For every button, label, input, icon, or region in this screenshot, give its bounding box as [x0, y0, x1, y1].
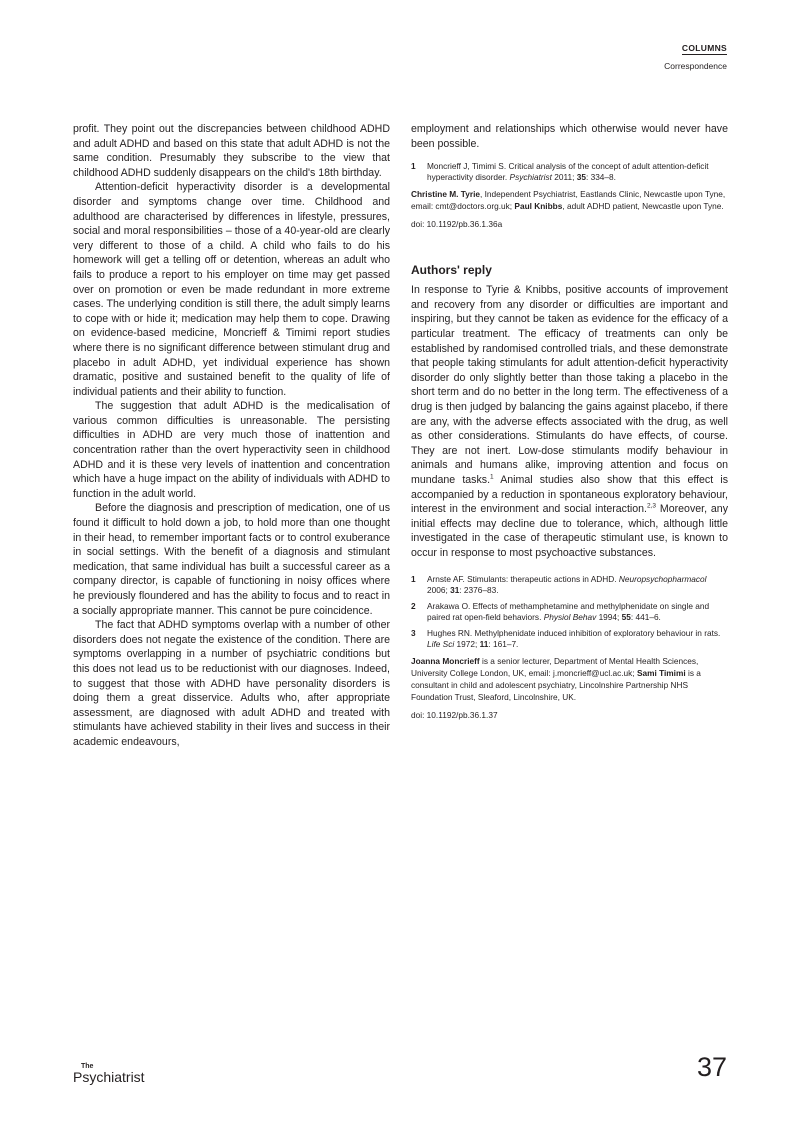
reference-item: 2 Arakawa O. Effects of methamphetamine and methylphenidate on single and paired rat open-field behaviors. Physiol Behav 1994; 55: 441–6. — [411, 601, 710, 623]
reply-heading: Authors' reply — [411, 263, 492, 278]
reply-paragraph: In response to Tyrie & Knibbs, positive accounts of improvement and recovery from any disorder or difficulties are important and inspiring, but they cannot be taken as evidence for the efficacy of a particular treatment. The efficacy of treatments can only be established by randomised controlled trials, and these demonstrate that people taking stimulants for adult attention-deficit hyperactivity disorder do only slightly better than those taking a placebo in the short term and do no better in the long term. The effectiveness of a drug is then judged by balancing the gains against placebo, if there are any, with the adverse effects associated with the drug, as well as other considerations. Stimulants do have effects, of course. They are not inert. Low-dose stimulants modify behaviour in animals and humans alike, improving attention and focus on mundane tasks.$^1$ Animal studies also show that this effect is accompanied by a reduction in spontaneous exploratory behaviour, interest in the environment and social interaction.$^{2,3}$ Moreover, any initial effects may decline due to tolerance, which, although little investigated in the case of therapeutic stimulant use, is known to occur in response to most psychoactive substances. — [411, 284, 728, 559]
reference-item: 3 Hughes RN. Methylphenidate induced inhibition of exploratory behaviour in rats. Life Sci 1972; 11: 161–7. — [411, 628, 721, 650]
letter-author-info: Christine M. Tyrie, Independent Psychiatrist, Eastlands Clinic, Newcastle upon Tyne, email: cmt@doctors.org.uk; Paul Knibbs, adult ADHD patient, Newcastle upon Tyne. — [411, 189, 726, 212]
subsection-label: Correspondence — [664, 61, 727, 71]
left-column — [73, 122, 390, 750]
body-paragraph: The fact that ADHD symptoms overlap with a number of other disorders does not negate the existence of the condition. There are symptoms overlapping in a number of psychiatric conditions but this does not lead us to be reductionist with our diagnoses. Indeed, to suggest that those with ADHD have personality disorders is doing them a great disservice. Adults who, after appropriate assessment, are diagnosed with adult ADHD and treated with stimulants have achieved stability in their lives and success in their academic endeavours, — [73, 619, 390, 748]
right-column — [411, 122, 728, 720]
body-paragraph: profit. They point out the discrepancies between childhood ADHD and adult ADHD and based on this state that adult ADHD is not the same condition. Presumably they subscribe to the view that childhood ADHD suddenly disappears on the child's 18th birthday. — [73, 123, 390, 179]
reference-item: 1 Moncrieff J, Timimi S. Critical analysis of the concept of adult attention-deficit hyperactivity disorder. Psychiatrist 2011; 35: 334–8. — [411, 161, 709, 183]
logo-name: Psychiatrist — [73, 1069, 145, 1085]
body-paragraph: employment and relationships which otherwise would never have been possible. — [411, 123, 728, 150]
body-paragraph: The suggestion that adult ADHD is the medicalisation of various common difficulties is unreasonable. The persisting difficulties in ADHD are very much those of inattention and concentration rather than the overt hyperactivity seen in childhood ADHD and it is these very levels of inattention and concentration which have a huge impact on the ability of individuals with ADHD to function in the adult world. — [73, 400, 390, 500]
body-paragraph: Before the diagnosis and prescription of medication, one of us found it difficult to hold down a job, to hold more than one thought in their head, to remember important facts or to control exuberance in social settings. With the benefit of a diagnosis and stimulant medication, that same individual has built a successful career as a company director, is capable of functioning in noisy offices where he previously floundered and has the ability to focus and to react in a socially appropriate manner. This cannot be pure coincidence. — [73, 502, 390, 617]
letter-references — [411, 161, 728, 183]
body-paragraph: Attention-deficit hyperactivity disorder is a developmental disorder and symptoms change over time. Childhood and adulthood are characterised by differences in lifestyle, pressures, social and moral responsibilities – those of a 40-year-old are clearly very different to those of a child. A child who fails to do his homework will get a telling off or detention, whereas an adult who fails to produce a report to his employer on time may get passed over on promotion or even be made redundant in more extreme cases. The underlying condition is still there, the adult simply learns to cope with or hide it; medication may help them to cope. Drawing on evidence-based medicine, Moncrieff & Timimi report studies where there is no significant difference between stimulant drug and placebo in adult ADHD, yet individual experience has shown dramatic, positive and sustained benefit to the quality of life of individual patients and their ability to function. — [73, 181, 390, 398]
section-label: COLUMNS — [681, 43, 727, 53]
logo-the: The — [81, 1063, 94, 1070]
reply-references — [411, 574, 728, 650]
running-header — [664, 38, 727, 74]
reply-author-info: Joanna Moncrieff is a senior lecturer, Department of Mental Health Sciences, University College London, UK, email: j.moncrieff@ucl.ac.uk; Sami Timimi is a consultant in child and adolescent psychiatry, Lincolnshire Partnership NHS Foundation Trust, Sleaford, Lincolnshire, UK. — [411, 656, 701, 703]
page-number: 37 — [696, 1052, 727, 1082]
letter-doi: doi: 10.1192/pb.36.1.36a — [411, 219, 503, 230]
reference-item: 1 Arnste AF. Stimulants: therapeutic actions in ADHD. Neuropsychopharmacol 2006; 31: 2376–83. — [411, 574, 707, 596]
reply-doi: doi: 10.1192/pb.36.1.37 — [411, 710, 498, 721]
